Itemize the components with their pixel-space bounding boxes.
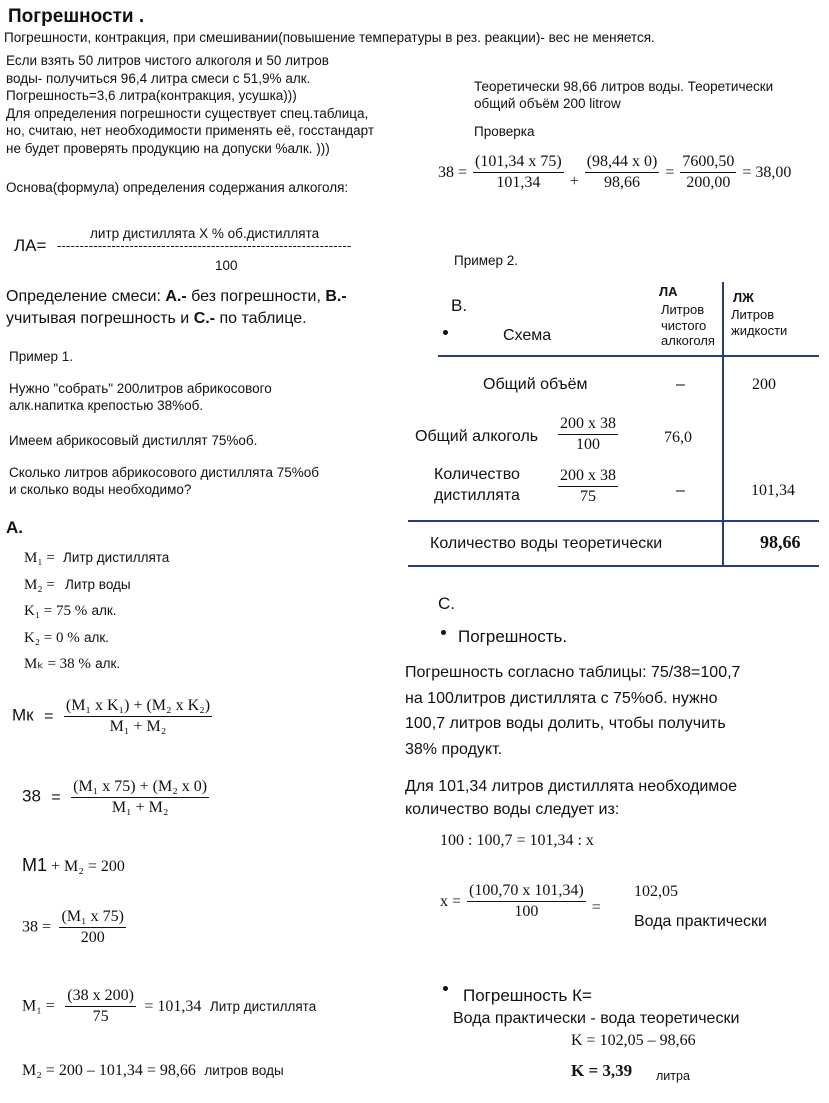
eq-lhs: 38 = <box>438 163 468 181</box>
col-la-sub-line: чистого <box>661 317 707 333</box>
def-desc: Литр воды <box>64 576 131 592</box>
example1-question <box>9 464 319 498</box>
col-la-head: ЛА <box>659 284 678 299</box>
table-divider <box>438 355 819 357</box>
def-desc: алк. <box>95 656 121 671</box>
example1-line: Нужно "собрать" 200литров абрикосового <box>9 381 272 396</box>
eq-denominator: 200,00 <box>686 174 731 191</box>
eq-denominator: M₁ + M₂ <box>109 718 167 735</box>
la-formula-dashes: ----------------------------------------------------------------- <box>57 238 352 253</box>
intro-line: не будет проверять продукцию на допуски %алк. ))) <box>6 140 330 156</box>
mix-def-text: по таблице. <box>215 310 307 327</box>
example1-title: Пример 1. <box>9 349 74 364</box>
eq-denominator: 101,34 <box>496 174 541 191</box>
row-total-volume-la: – <box>676 376 685 393</box>
col-lzh-sub-line: жидкости <box>731 322 788 338</box>
col-la-subtitle <box>661 302 715 349</box>
example2-b-label: В. <box>451 296 468 315</box>
intro-line: но, считаю, нет необходимости применять её, госстандарт <box>6 123 375 139</box>
eq-numerator: (101,34 x 75) <box>473 153 564 173</box>
intro-line: Для определения погрешности существует спец.таблица, <box>6 105 369 121</box>
row-total-alcohol-la: 76,0 <box>664 429 692 446</box>
eq-lhs: x = <box>440 892 462 910</box>
def-symbol: M₂ = <box>24 576 55 593</box>
eq-denominator: 98,66 <box>604 174 641 191</box>
eq-numerator: 200 x 38 <box>558 415 618 435</box>
eq-denominator: 100 <box>576 436 600 453</box>
eq-m1: M1 <box>22 855 48 875</box>
equation-m2-result <box>22 1062 284 1080</box>
k-unit: литра <box>656 1069 690 1083</box>
col-la-sub-line: алкоголя <box>661 333 715 348</box>
equation-sum <box>22 855 125 876</box>
eq-numerator: (38 x 200) <box>65 987 136 1007</box>
section-a-label: А. <box>6 518 23 537</box>
table-column-divider <box>722 282 724 567</box>
paragraph-line: 100,7 литров воды долить, чтобы получить <box>405 715 726 732</box>
water-theoretical-value: 98,66 <box>760 532 801 552</box>
mix-def-text: без погрешности, <box>186 288 326 305</box>
k-bullet: Погрешность К= <box>463 986 592 1005</box>
mix-def-c: С.- <box>193 310 216 327</box>
equation-mk: Мк = $\frac{\text{(M₁ x K₁) + (M₂ x K₂)}}{\text{M₁ + M₂}}$ <box>12 697 211 735</box>
col-la-sub-line: Литров <box>661 302 705 317</box>
section-a-definitions <box>24 545 169 678</box>
paragraph-line: Погрешность согласно таблицы: 75/38=100,7 <box>405 664 741 681</box>
eq-lhs: M₁ = <box>22 997 55 1015</box>
row-distillate-lzh: 101,34 <box>751 482 795 499</box>
theory-text <box>474 78 773 112</box>
paragraph-line: количество воды следует из: <box>405 801 620 818</box>
mix-def-a: А.- <box>165 288 187 305</box>
equation-m1-result <box>22 987 316 1026</box>
eq-note: Литр дистиллята <box>209 998 317 1014</box>
eq-denominator: 75 <box>92 1008 109 1025</box>
proportion-equation: 100 : 100,7 = 101,34 : x <box>440 832 594 849</box>
eq-numerator: (100,70 x 101,34) <box>467 882 586 902</box>
def-desc: Литр дистиллята <box>62 550 170 565</box>
example1-text <box>9 380 272 414</box>
la-formula-lhs: ЛА= <box>14 236 47 255</box>
eq-rhs: = 101,34 <box>144 997 202 1015</box>
row-distillate-fraction <box>558 467 618 506</box>
row-total-alcohol-fraction <box>558 415 618 454</box>
x-result: 102,05 <box>634 883 678 900</box>
eq-text: M₂ = 200 – 101,34 = 98,66 <box>22 1062 196 1079</box>
def-symbol: M₁ = <box>24 550 55 566</box>
subtitle: Погрешности, контракция, при смешивании(повышение температуры в рез. реакции)- вес не меняется. <box>4 30 655 45</box>
mix-definition <box>6 286 347 330</box>
paragraph-line: на 100литров дистиллята с 75%об. нужно <box>405 689 718 707</box>
section-c-bullet: Погрешность. <box>458 627 568 646</box>
intro-line: воды- получиться 96,4 литра смеси с 51,9% алк. <box>6 70 311 86</box>
def-desc: алк. <box>83 629 109 645</box>
eq-lhs: 38 = <box>22 918 52 936</box>
section-c-paragraph <box>405 660 740 762</box>
def-symbol: Mₖ = 38 % <box>24 656 91 672</box>
def-symbol: K₂ = 0 % <box>24 629 80 646</box>
def-desc: алк. <box>91 603 117 618</box>
x-note: Вода практически <box>634 913 767 930</box>
section-c-paragraph <box>405 775 737 821</box>
water-theoretical-label: Количество воды теоретически <box>430 535 663 552</box>
bullet-icon <box>443 986 448 991</box>
bullet-icon <box>441 630 446 635</box>
row-distillate-la: – <box>676 482 685 499</box>
check-label: Проверка <box>474 124 535 139</box>
example1-line: алк.напитка крепостью 38%об. <box>9 398 204 413</box>
intro-line: Если взять 50 литров чистого алкоголя и 50 литров <box>6 53 329 68</box>
eq-lhs: 38 <box>22 786 41 806</box>
eq-equals: = <box>591 898 601 916</box>
k-definition: Вода практически - вода теоретически <box>453 1010 740 1027</box>
col-lzh-head: ЛЖ <box>733 290 754 305</box>
mix-def-text: Определение смеси: <box>6 288 166 305</box>
equation-m1-75 <box>22 908 126 947</box>
basis-text: Основа(формула) определения содержания алкоголя: <box>6 180 349 195</box>
k-calculation: K = 102,05 – 98,66 <box>571 1032 696 1049</box>
eq-denominator: 100 <box>514 903 539 920</box>
eq-numerator: (M₁ x 75) <box>59 908 125 928</box>
def-symbol: K₁ = 75 % <box>24 603 88 619</box>
bullet-icon <box>443 330 448 335</box>
x-equation <box>440 882 601 921</box>
example1-line: Имеем абрикосовый дистиллят 75%об. <box>9 433 258 448</box>
example1-line: и сколько воды необходимо? <box>9 482 192 497</box>
eq-numerator: 200 x 38 <box>558 467 618 487</box>
table-divider <box>408 565 819 567</box>
eq-plus: + <box>569 172 579 190</box>
example2-title: Пример 2. <box>454 253 519 268</box>
row-distillate-label <box>434 464 520 506</box>
mix-def-b: В.- <box>325 288 347 305</box>
page-title: Погрешности . <box>8 6 145 27</box>
eq-denominator: M₁ + M₂ <box>111 799 169 816</box>
paragraph-line: Для 101,34 литров дистиллята необходимое <box>405 778 738 795</box>
check-equation: 38 = $\frac{(101,34 x 75)}{101,34}$ + $\frac{(98,44 x 0)}{98,66}$ = $\frac{7600,50}{200,00}$ = 38,00 <box>438 153 792 191</box>
col-lzh-subtitle <box>731 307 787 338</box>
eq-note: литров воды <box>204 1063 284 1078</box>
eq-lhs: Мк <box>12 705 34 725</box>
k-result: K = 3,39 <box>571 1061 633 1080</box>
intro-line: Погрешность=3,6 литра(контракция, усушка))) <box>6 88 297 104</box>
eq-numerator: (M₁ x 75) + (M₂ x 0) <box>71 778 209 798</box>
eq-denominator: 75 <box>580 488 596 505</box>
la-formula-denominator: 100 <box>215 258 238 273</box>
table-divider <box>408 520 819 522</box>
eq-rhs: = 38,00 <box>742 163 792 181</box>
eq-denominator: 200 <box>80 929 105 946</box>
scheme-label: Схема <box>503 327 552 344</box>
mix-def-text: учитывая погрешность и <box>6 310 194 327</box>
col-lzh-sub-line: Литров <box>731 307 775 322</box>
la-formula-numerator: литр дистиллята X % об.дистиллята <box>90 226 320 241</box>
row-total-volume-label: Общий объём <box>483 376 588 393</box>
eq-numerator: 7600,50 <box>680 153 736 173</box>
intro-block <box>6 52 374 158</box>
eq-rest: + M₂ = 200 <box>47 858 125 875</box>
section-c-label: С. <box>438 594 455 613</box>
row-total-alcohol-label: Общий алкоголь <box>415 428 539 445</box>
equation-38: 38 = $\frac{\text{(M₁ x 75) + (M₂ x 0)}}{\text{M₁ + M₂}}$ <box>22 778 208 816</box>
row-total-volume-lzh: 200 <box>752 376 776 393</box>
theory-line: Теоретически 98,66 литров воды. Теоретически <box>474 79 774 94</box>
paragraph-line: 38% продукт. <box>405 740 503 758</box>
eq-numerator: (98,44 x 0) <box>585 153 660 173</box>
eq-numerator: (M₁ x K₁) + (M₂ x K₂) <box>64 697 212 717</box>
row-distillate-label-line: дистиллята <box>434 487 520 504</box>
row-distillate-label-line: Количество <box>434 466 520 483</box>
example1-line: Сколько литров абрикосового дистиллята 75%об <box>9 465 319 480</box>
theory-line: общий объём 200 litrow <box>474 96 621 111</box>
